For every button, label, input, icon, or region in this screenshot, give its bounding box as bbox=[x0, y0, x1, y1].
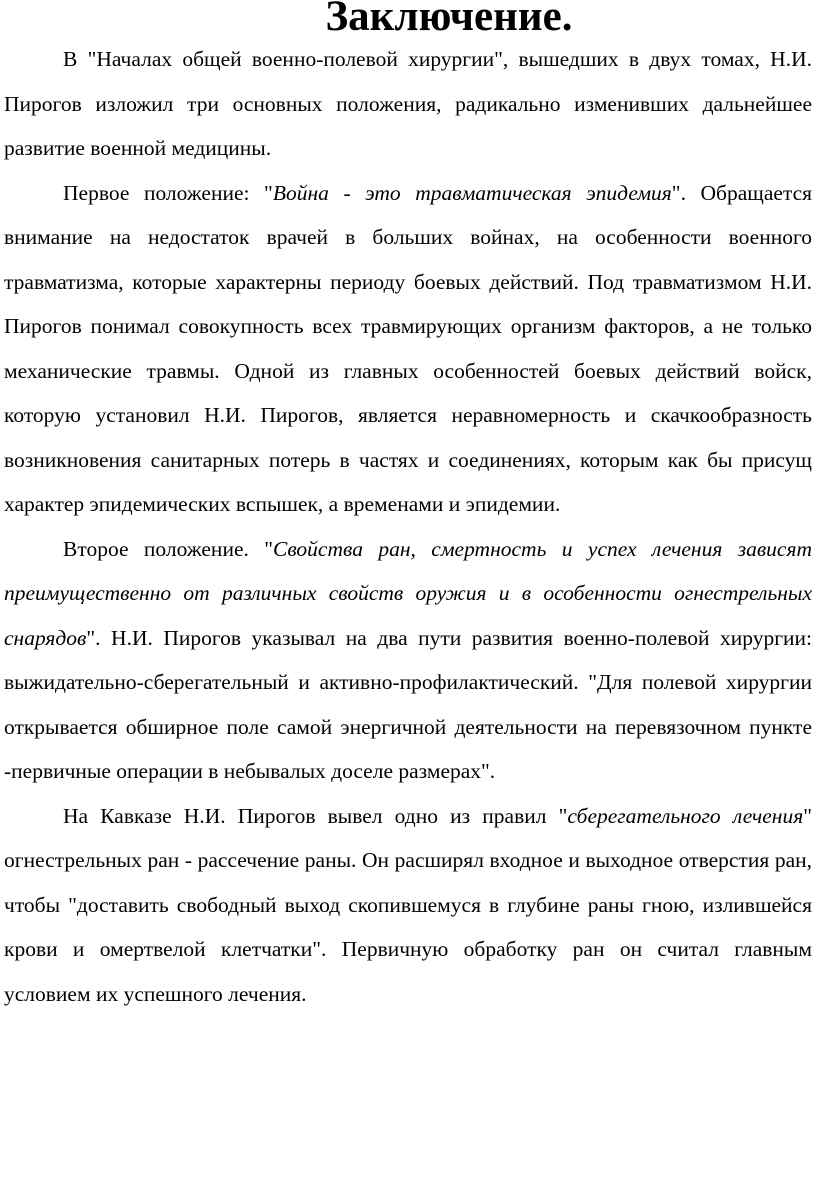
paragraph-text: ". Обращается внимание на недостаток врачей в больших войнах, на особенности военного травматизма, которые характерны периоду боевых действий. Под травматизмом Н.И. Пирогов понимал совокупность всех травмирующих организм факторов, а не только механические травмы. Одной из главных особенностей боевых действий войск, которую установил Н.И. Пирогов, является неравномерность и скачкообразность возникновения санитарных потерь в частях и соединениях, которым как бы присущ характер эпидемических вспышек, а временами и эпидемии. bbox=[4, 180, 812, 516]
paragraph-text: " огнестрельных ран - рассечение раны. Он расширял входное и выходное отверстия ран, чтобы "доставить свободный выход скопившемуся в глубине раны гною, излившейся крови и омертвелой клетчатки". Первичную обработку ран он считал главным условием их успешного лечения. bbox=[4, 803, 812, 1006]
italic-quote: Война - это травматическая эпидемия bbox=[272, 180, 672, 205]
paragraph-first-position bbox=[4, 171, 812, 527]
paragraph-caucasus bbox=[4, 794, 812, 1017]
paragraph-second-position bbox=[4, 527, 812, 794]
paragraph-text: На Кавказе Н.И. Пирогов вывел одно из правил " bbox=[63, 803, 568, 828]
paragraph-text: В "Началах общей военно-полевой хирургии", вышедших в двух томах, Н.И. Пирогов изложил три основных положения, радикально изменивших дальнейшее развитие военной медицины. bbox=[4, 47, 812, 160]
document-page bbox=[4, 0, 812, 1016]
paragraph-text: ". Н.И. Пирогов указывал на два пути развития военно-полевой хирургии: выжидательно-сберегательный и активно-профилактический. "Для полевой хирургии открывается обширное поле самой энергичной деятельности на перевязочном пункте -первичные операции в небывалых доселе размерах". bbox=[4, 625, 812, 783]
paragraph-text: Второе положение. " bbox=[63, 536, 274, 561]
italic-quote: сберегательного лечения bbox=[567, 803, 804, 828]
paragraph-text: Первое положение: " bbox=[63, 180, 273, 205]
paragraph-intro bbox=[4, 37, 812, 171]
italic-quote: Свойства ран, смертность и успех лечения зависят преимущественно от различных свойств оружия и в особенности огнестрельных снарядов bbox=[4, 536, 812, 650]
document-title: Заключение. bbox=[325, 0, 573, 40]
